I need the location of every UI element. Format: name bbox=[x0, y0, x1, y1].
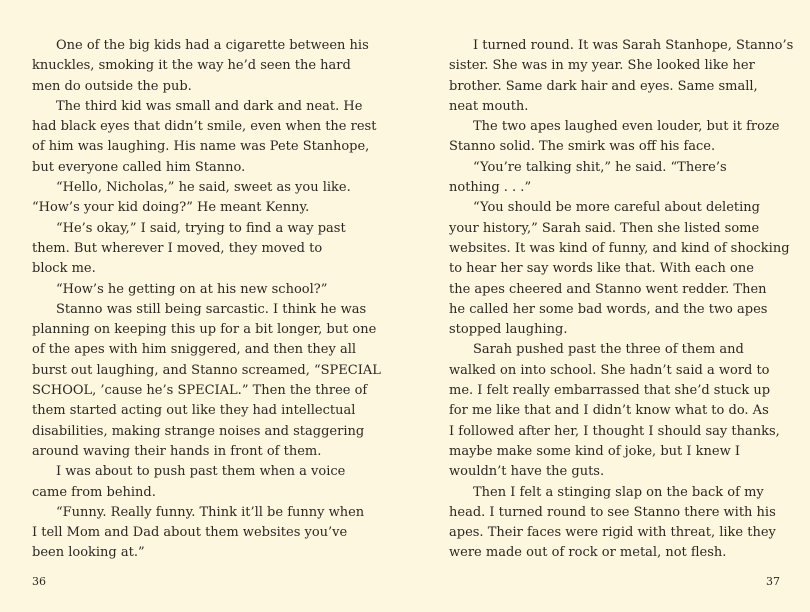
text-line: stopped laughing. bbox=[449, 322, 568, 338]
text-line: planning on keeping this up for a bit longer, but one bbox=[32, 322, 377, 338]
left-page-number: 36 bbox=[32, 575, 46, 588]
paragraph bbox=[32, 462, 358, 503]
paragraph bbox=[449, 158, 775, 199]
text-line: One of the big kids had a cigarette between his bbox=[56, 38, 369, 53]
text-line: “You should be more careful about deleting bbox=[473, 200, 760, 216]
text-line: Sarah pushed past the three of them and bbox=[473, 342, 744, 358]
text-line: The third kid was small and dark and neat. He bbox=[56, 98, 363, 114]
text-line: maybe make some kind of joke, but I knew I bbox=[449, 443, 740, 459]
paragraph bbox=[32, 219, 358, 280]
text-line: had black eyes that didn’t smile, even when the rest bbox=[32, 119, 377, 135]
text-line: knuckles, smoking it the way he’d seen the hard bbox=[32, 58, 351, 74]
text-line: been looking at.” bbox=[32, 545, 145, 561]
paragraph bbox=[32, 178, 358, 219]
text-line: “You’re talking shit,” he said. “There’s bbox=[473, 159, 727, 175]
text-line: websites. It was kind of funny, and kind of shocking bbox=[449, 240, 790, 256]
text-line: disabilities, making strange noises and staggering bbox=[32, 423, 365, 439]
paragraph bbox=[32, 280, 358, 300]
text-line: “How’s he getting on at his new school?” bbox=[56, 281, 328, 297]
text-line: I followed after her, I thought I should say thanks, bbox=[449, 423, 780, 439]
text-line: around waving their hands in front of them. bbox=[32, 443, 322, 459]
text-line: Stanno was still being sarcastic. I think he was bbox=[56, 301, 367, 317]
text-line: head. I turned round to see Stanno there with his bbox=[449, 504, 776, 520]
text-line: block me. bbox=[32, 261, 96, 277]
text-line: of him was laughing. His name was Pete Stanhope, bbox=[32, 139, 370, 155]
text-line: of the apes with him sniggered, and then they all bbox=[32, 342, 357, 358]
text-line: were made out of rock or metal, not flesh. bbox=[449, 545, 727, 561]
text-line: for me like that and I didn’t know what to do. As bbox=[449, 403, 769, 419]
text-line: “Hello, Nicholas,” he said, sweet as you like. bbox=[56, 180, 351, 196]
text-line: “Funny. Really funny. Think it’ll be funny when bbox=[56, 504, 365, 520]
text-line: to hear her say words like that. With each one bbox=[449, 261, 754, 277]
text-line: apes. Their faces were rigid with threat, like they bbox=[449, 525, 776, 541]
right-page-text bbox=[449, 36, 794, 564]
left-page-text bbox=[32, 36, 381, 564]
text-line: “How’s your kid doing?” He meant Kenny. bbox=[32, 200, 310, 216]
paragraph bbox=[32, 300, 381, 462]
paragraph bbox=[32, 36, 369, 97]
text-line: I turned round. It was Sarah Stanhope, Stanno’s bbox=[473, 38, 794, 53]
text-line: SCHOOL, ’cause he’s SPECIAL.” Then the three of bbox=[32, 383, 368, 399]
text-line: Stanno solid. The smirk was off his face. bbox=[449, 139, 716, 155]
text-line: I tell Mom and Dad about them websites you’ve bbox=[32, 525, 348, 541]
text-line: The two apes laughed even louder, but it froze bbox=[473, 119, 780, 135]
paragraph bbox=[32, 503, 365, 564]
paragraph bbox=[449, 117, 780, 158]
paragraph bbox=[449, 340, 780, 482]
text-line: Then I felt a stinging slap on the back of my bbox=[473, 484, 764, 500]
text-line: but everyone called him Stanno. bbox=[32, 159, 246, 175]
paragraph bbox=[449, 36, 794, 117]
paragraph bbox=[449, 483, 775, 564]
text-line: wouldn’t have the guts. bbox=[449, 464, 605, 480]
text-line: burst out laughing, and Stanno screamed, “SPECIAL bbox=[32, 362, 381, 378]
text-line: your history,” Sarah said. Then she listed some bbox=[449, 220, 760, 236]
text-line: I was about to push past them when a voice bbox=[56, 464, 346, 480]
text-line: walked on into school. She hadn’t said a word to bbox=[449, 362, 770, 378]
paragraph bbox=[32, 97, 377, 178]
text-line: brother. Same dark hair and eyes. Same small, bbox=[449, 78, 758, 94]
text-line: men do outside the pub. bbox=[32, 78, 192, 94]
text-line: came from behind. bbox=[32, 484, 156, 500]
text-line: me. I felt really embarrassed that she’d stuck up bbox=[449, 383, 771, 399]
text-line: sister. She was in my year. She looked like her bbox=[449, 58, 755, 74]
text-line: “He’s okay,” I said, trying to find a way past bbox=[56, 220, 346, 236]
text-line: them started acting out like they had intellectual bbox=[32, 403, 356, 419]
text-line: nothing . . .” bbox=[449, 180, 532, 196]
paragraph bbox=[449, 198, 790, 340]
text-line: neat mouth. bbox=[449, 98, 529, 114]
text-line: he called her some bad words, and the two apes bbox=[449, 301, 768, 317]
text-line: the apes cheered and Stanno went redder. Then bbox=[449, 281, 767, 297]
right-page-number: 37 bbox=[766, 575, 780, 588]
text-line: them. But wherever I moved, they moved to bbox=[32, 240, 323, 256]
